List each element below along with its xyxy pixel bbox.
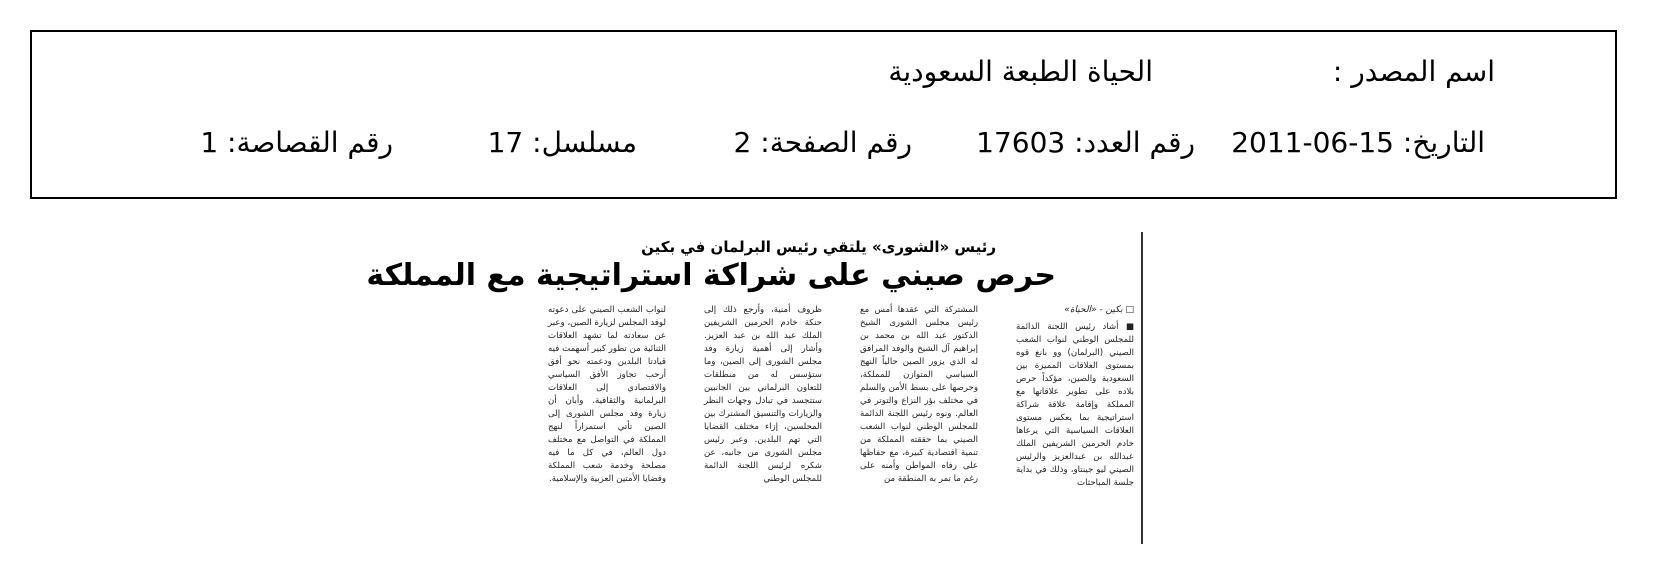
article-dateline: □ بكين - «الحياة»	[1064, 305, 1134, 315]
article-column-1-text: ■ أشاد رئيس اللجنة الدائمة للمجلس الوطني لنواب الشعب الصيني (البرلمان) وو بانغ قوه بمستوى العلاقات المميزة بين السعودية والصين، مؤكداً حرص بلاده على تطوير علاقاتها مع المملكة وإقامة علاقة شراكة استراتيجية بما يعكس مستوى العلاقات السياسية التي يرعاها خادم الحرمين الشريفين الملك عبدالله بن عبدالعزيز والرئيس الصيني ليو جينتاو، وذلك في بداية جلسة المباحثات	[1016, 322, 1134, 488]
clip-metadata-box	[30, 30, 1617, 199]
serial-field: مسلسل: 17	[487, 126, 637, 159]
article-column-1	[1016, 304, 1134, 490]
newspaper-clipping	[366, 232, 1156, 552]
article-kicker: رئيس «الشورى» يلتقي رئيس البرلمان في بكين	[641, 238, 996, 256]
article-column-2	[860, 304, 978, 486]
article-column-3	[704, 304, 822, 486]
article-column-2-text: المشتركة التي عقدها أمس مع رئيس مجلس الشورى الشيخ الدكتور عبد الله بن محمد بن إبراهيم آل الشيخ والوفد المرافق له الذي يزور الصين حالياً النهج السياسي المتوازن للمملكة، وحرصها على بسط الأمن والسلم في مختلف بؤر النزاع والتوتر في العالم. ونوه رئيس اللجنة الدائمة للمجلس الوطني لنواب الشعب الصيني بما حققته المملكة من تنمية اقتصادية كبيرة، مع حفاظها على رفاه المواطن وأمنه على رغم ما تمر به المنطقة من	[860, 305, 978, 484]
source-value: الحياة الطبعة السعودية	[888, 55, 1153, 88]
article-column-3-text: ظروف أمنية، وأرجع ذلك إلى حنكة خادم الحرمين الشريفين الملك عبد الله بن عبد العزيز. وأشار إلى أهمية زيارة وفد مجلس الشورى إلى الصين، وما ستؤسس له من منطلقات للتعاون البرلماني بين الجانبين ستتجسد في تبادل وجهات النظر والزيارات والتنسيق المشترك بين المجلسين، إزاء مختلف القضايا التي تهم البلدين. وعبر رئيس مجلس الشورى من جانبه، عن شكره لرئيس اللجنة الدائمة للمجلس الوطني	[704, 305, 822, 484]
article-headline: حرص صيني على شراكة استراتيجية مع المملكة	[366, 258, 1056, 293]
clip-number-field: رقم القصاصة: 1	[200, 126, 393, 159]
article-column-4	[548, 304, 666, 486]
date-field: التاريخ: 15-06-2011	[1231, 126, 1485, 159]
issue-number-field: رقم العدد: 17603	[976, 126, 1195, 159]
page-number-field: رقم الصفحة: 2	[733, 126, 912, 159]
source-label: اسم المصدر :	[1332, 55, 1495, 88]
article-column-4-text: لنواب الشعب الصيني على دعوته لوفد المجلس لزيارة الصين، وعبر عن سعادته لما تشهد العلاقات الثنائية من تطور كبير أسهمت فيه قيادتا البلدين ودعمته نحو أفق أرحب تجاوز الأفق السياسي والاقتصادي إلى العلاقات البرلمانية والثقافية. وأبان أن زيارة وفد مجلس الشورى إلى الصين تأتي استمراراً لنهج المملكة في التواصل مع مختلف دول العالم، في كل ما فيه مصلحة وخدمة شعب المملكة وقضايا الأمتين العربية والإسلامية.	[548, 305, 666, 484]
column-rule	[1141, 232, 1143, 544]
